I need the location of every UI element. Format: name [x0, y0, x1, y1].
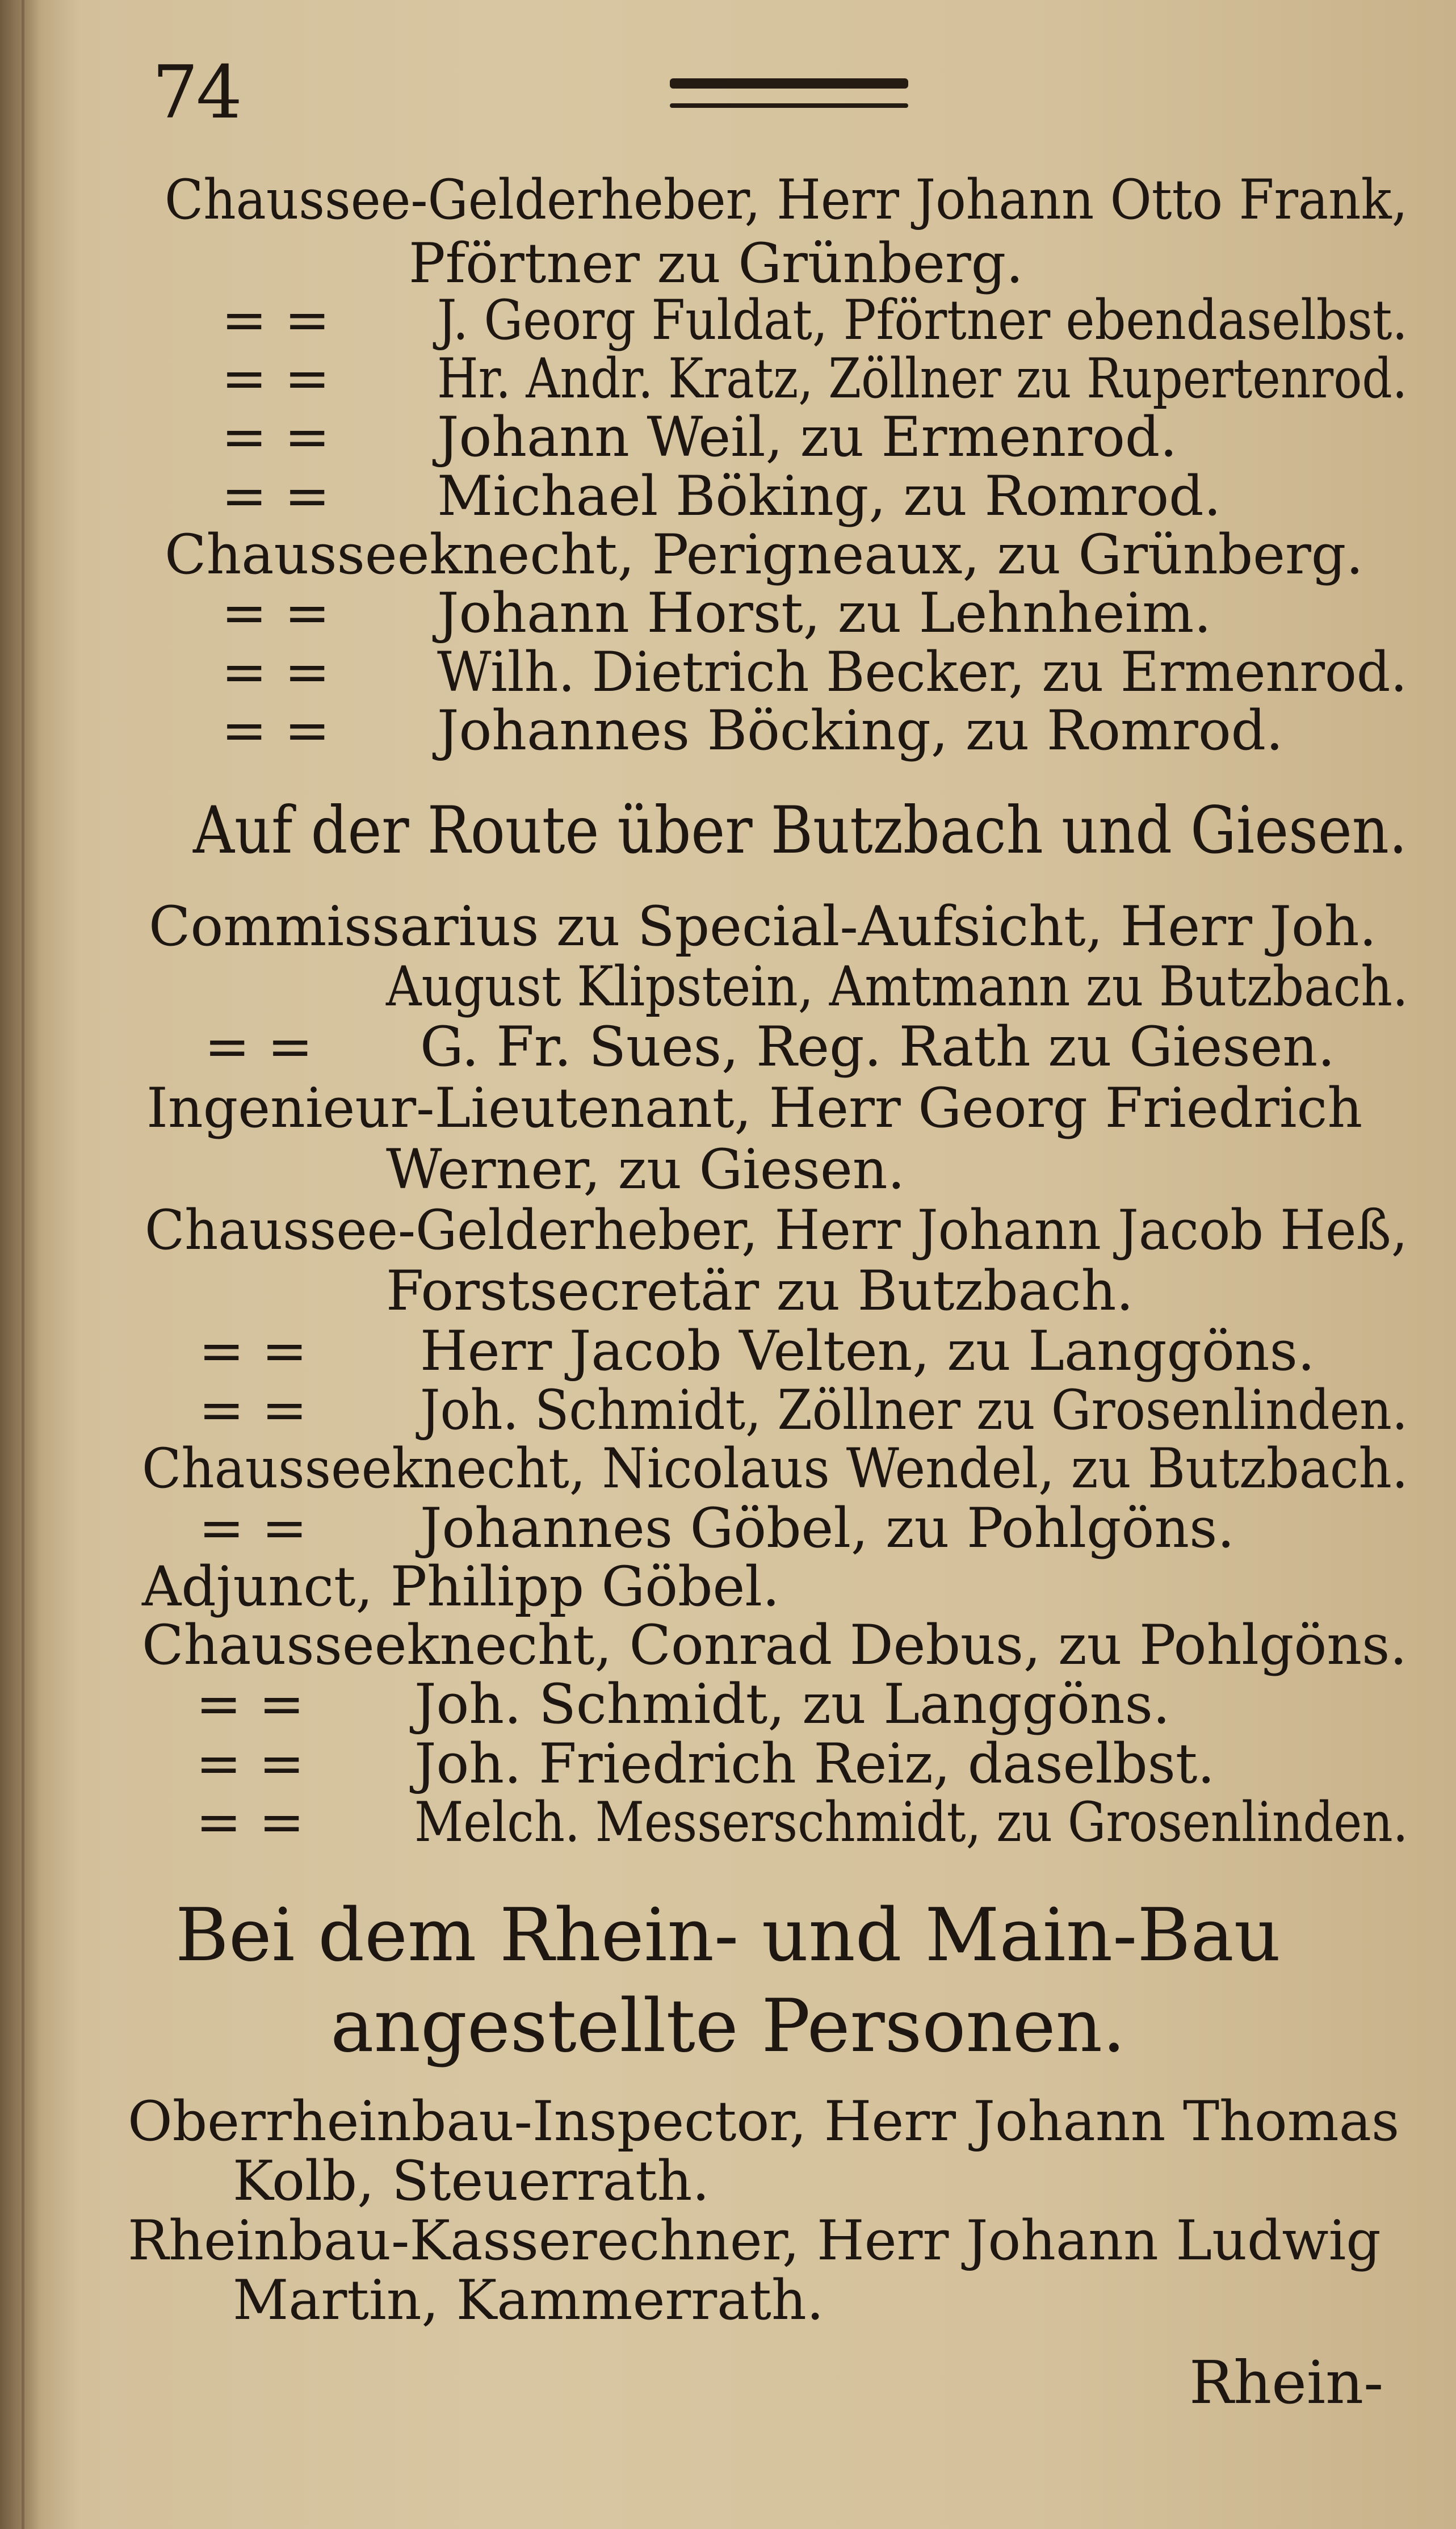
entry-line: Forstsecretär zu Butzbach. [386, 1259, 1134, 1323]
entry-line: Michael Böking, zu Romrod. [437, 464, 1222, 528]
entry-line: Commissarius zu Special-Aufsicht, Herr Joh. [149, 895, 1377, 958]
page-gutter [0, 0, 40, 2529]
ditto-mark: = = [196, 1732, 305, 1796]
entry-line: J. Georg Fuldat, Pförtner ebendaselbst. [437, 288, 1408, 352]
ditto-mark: = = [221, 405, 330, 469]
section-heading-line2: angestellte Personen. [330, 1984, 1126, 2069]
binding-edge [22, 0, 24, 2529]
entry-line: Wilh. Dietrich Becker, zu Ermenrod. [437, 640, 1408, 704]
ditto-mark: = = [199, 1378, 308, 1442]
entry-line: Chaussee-Gelderheber, Herr Johann Jacob Heß, [145, 1198, 1408, 1262]
route-heading: Auf der Route über Butzbach und Giesen. [193, 792, 1408, 868]
page-number: 74 [152, 51, 240, 135]
entry-line: Chausseeknecht, Conrad Debus, zu Pohlgöns. [142, 1613, 1407, 1677]
entry-line: Melch. Messerschmidt, zu Grosenlinden. [414, 1790, 1408, 1854]
entry-line: G. Fr. Sues, Reg. Rath zu Giesen. [420, 1015, 1335, 1079]
ditto-mark: = = [221, 464, 330, 528]
entry-line: Oberrheinbau-Inspector, Herr Johann Thomas [128, 2090, 1400, 2153]
entry-line: Chausseeknecht, Perigneaux, zu Grünberg. [165, 523, 1363, 586]
entry-line: Hr. Andr. Kratz, Zöllner zu Rupertenrod. [437, 347, 1408, 410]
ditto-mark: = = [204, 1015, 313, 1079]
entry-line: Chaussee-Gelderheber, Herr Johann Otto Frank, [165, 168, 1408, 232]
ditto-mark: = = [221, 347, 330, 410]
ditto-mark: = = [221, 640, 330, 704]
section-heading-line1: Bei dem Rhein- und Main-Bau [175, 1893, 1281, 1978]
entry-line: Joh. Schmidt, Zöllner zu Grosenlinden. [420, 1378, 1408, 1442]
header-rule-thin [670, 103, 908, 108]
entry-line: Pförtner zu Grünberg. [409, 232, 1023, 295]
entry-line: Johann Horst, zu Lehnheim. [437, 581, 1211, 645]
entry-line: Herr Jacob Velten, zu Langgöns. [420, 1319, 1315, 1383]
ditto-mark: = = [221, 699, 330, 762]
entry-line: Joh. Friedrich Reiz, daselbst. [414, 1732, 1215, 1796]
entry-line: Johann Weil, zu Ermenrod. [437, 405, 1177, 469]
entry-line: Kolb, Steuerrath. [233, 2149, 710, 2213]
ditto-mark: = = [221, 581, 330, 645]
entry-line: Joh. Schmidt, zu Langgöns. [414, 1672, 1170, 1736]
entry-line: Ingenieur-Lieutenant, Herr Georg Friedrich [146, 1076, 1363, 1140]
entry-line: Adjunct, Philipp Göbel. [142, 1555, 780, 1618]
entry-line: Martin, Kammerrath. [233, 2268, 824, 2332]
ditto-mark: = = [221, 288, 330, 352]
entry-line: August Klipstein, Amtmann zu Butzbach. [386, 955, 1408, 1018]
entry-line: Chausseeknecht, Nicolaus Wendel, zu Butzbach. [142, 1437, 1408, 1500]
entry-line: Johannes Göbel, zu Pohlgöns. [420, 1496, 1235, 1560]
ditto-mark: = = [196, 1672, 305, 1736]
catchword: Rhein- [1189, 2348, 1384, 2417]
ditto-mark: = = [199, 1319, 308, 1383]
ditto-mark: = = [196, 1790, 305, 1854]
entry-line: Rheinbau-Kasserechner, Herr Johann Ludwig [128, 2209, 1381, 2272]
header-rule-thick [670, 78, 908, 89]
entry-line: Werner, zu Giesen. [386, 1138, 905, 1201]
entry-line: Johannes Böcking, zu Romrod. [437, 699, 1283, 762]
ditto-mark: = = [199, 1496, 308, 1560]
